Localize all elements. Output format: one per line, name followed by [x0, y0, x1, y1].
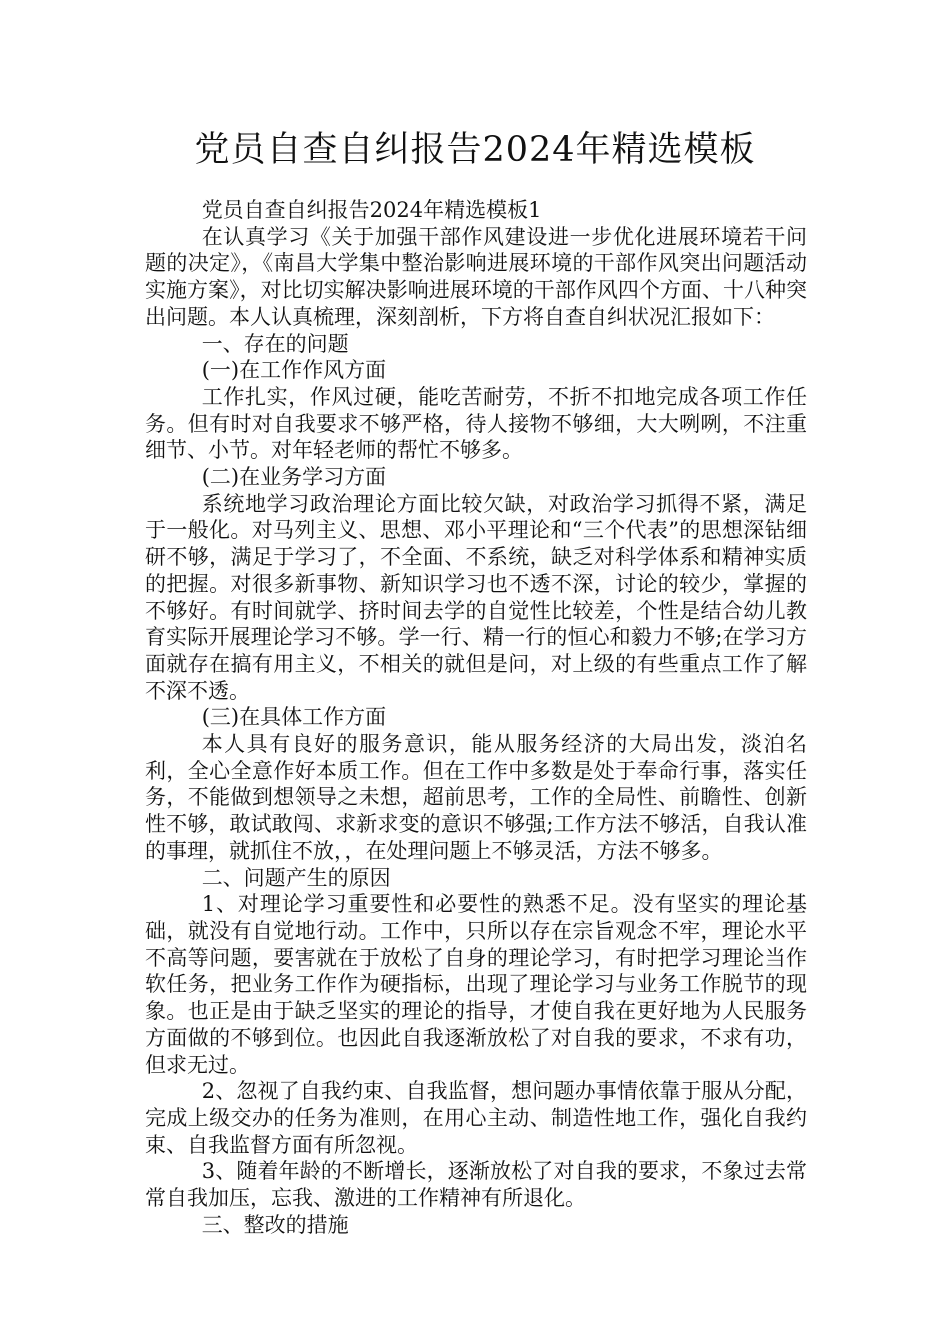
body-paragraph: 1、对理论学习重要性和必要性的熟悉不足。没有坚实的理论基础，就没有自觉地行动。工作中，只所以存在宗旨观念不牢，理论水平不高等问题，要害就在于放松了自身的理论学习，有时把学习理论当作软任务，把业务工作作为硬指标，出现了理论学习与业务工作脱节的现象。也正是由于缺乏坚实的理论的指导，才使自我在更好地为人民服务方面做的不够到位。也因此自我逐渐放松了对自我的要求，不求有功，但求无过。 [145, 892, 807, 1077]
body-paragraph: 3、随着年龄的不断增长，逐渐放松了对自我的要求，不象过去常常自我加压，忘我、激进的工作精神有所退化。 [145, 1159, 807, 1211]
section-heading: 一、存在的问题 [201, 331, 349, 356]
body-paragraph: 在认真学习《关于加强干部作风建设进一步优化进展环境若干问题的决定》，《南昌大学集中整治影响进展环境的干部作风突出问题活动实施方案》，对比切实解决影响进展环境的干部作风四个方面、十八种突出问题。本人认真梳理，深刻剖析，下方将自查自纠状况汇报如下： [145, 224, 807, 329]
section-heading: 三、整改的措施 [201, 1212, 349, 1237]
body-paragraph: 系统地学习政治理论方面比较欠缺，对政治学习抓得不紧，满足于一般化。对马列主义、思想、邓小平理论和“三个代表”的思想深钻细研不够，满足于学习了，不全面、不系统，缺乏对科学体系和精神实质的把握。对很多新事物、新知识学习也不透不深，讨论的较少，掌握的不够好。有时间就学、挤时间去学的自觉性比较差，个性是结合幼儿教育实际开展理论学习不够。学一行、精一行的恒心和毅力不够;在学习方面就存在搞有用主义，不相关的就但是问，对上级的有些重点工作了解不深不透。 [145, 491, 807, 703]
section-heading: (二)在业务学习方面 [201, 465, 387, 490]
section-heading: (三)在具体工作方面 [201, 705, 387, 730]
section-heading: 二、问题产生的原因 [201, 865, 391, 890]
section-heading: 党员自查自纠报告2024年精选模板1 [201, 198, 542, 222]
body-paragraph: 本人具有良好的服务意识，能从服务经济的大局出发，淡泊名利，全心全意作好本质工作。但在工作中多数是处于奉命行事，落实任务，不能做到想领导之未想，超前思考，工作的全局性、前瞻性、创新性不够，敢试敢闯、求新求变的意识不够强;工作方法不够活，自我认准的事理，就抓住不放，，在处理问题上不够灵活，方法不够多。 [145, 732, 807, 863]
body-paragraph: 工作扎实，作风过硬，能吃苦耐劳，不折不扣地完成各项工作任务。但有时对自我要求不够严格，待人接物不够细，大大咧咧，不注重细节、小节。对年轻老师的帮忙不够多。 [145, 384, 807, 463]
body-paragraph: 2、忽视了自我约束、自我监督，想问题办事情依靠于服从分配，完成上级交办的任务为准则，在用心主动、制造性地工作，强化自我约束、自我监督方面有所忽视。 [145, 1079, 807, 1157]
section-heading: (一)在工作作风方面 [201, 358, 387, 383]
document-body [145, 197, 807, 1238]
document-title: 党员自查自纠报告2024年精选模板 [194, 130, 756, 170]
